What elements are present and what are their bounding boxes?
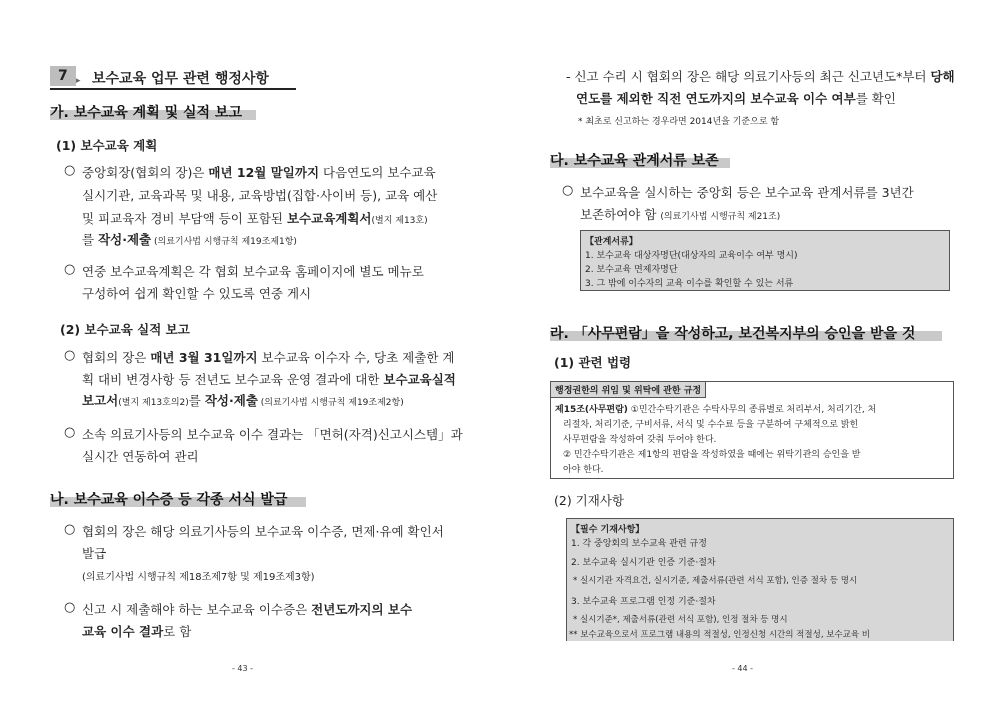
p4-line1: 소속 의료기사등의 보수교육 이수 결과는 「면허(자격)신고시스템」과 xyxy=(82,427,463,442)
bullet-circle-icon: ○ xyxy=(562,183,574,198)
p2-line1: 연중 보수교육계획은 각 협회 보수교육 홈페이지에 별도 메뉴로 xyxy=(82,264,424,279)
p1-line2: 보존하여야 함 (의료기사법 시행규칙 제21조) xyxy=(580,207,781,222)
section-na-heading: 나. 보수교육 이수증 등 각종 서식 발급 xyxy=(50,489,306,507)
section-ga-heading: 가. 보수교육 계획 및 실적 보고 xyxy=(50,102,256,120)
top-line1: - 신고 수리 시 협회의 장은 해당 의료기사등의 최근 신고년도*부터 당해 xyxy=(566,69,955,84)
law-line2: 리절차, 처리기준, 구비서류, 서식 및 수수료 등을 구분하여 구체적으로 밝힌 xyxy=(563,420,859,430)
p5-line2: 발급 xyxy=(82,546,107,561)
p1-line3: 및 피교육자 경비 부담액 등이 포함된 보수교육계획서(별지 제13호) xyxy=(82,211,428,226)
chapter-number: 7 xyxy=(58,68,68,84)
p5-line1: 협회의 장은 해당 의료기사등의 보수교육 이수증, 면제·유예 확인서 xyxy=(82,524,444,539)
p3-line3: 보고서(별지 제13호의2)를 작성·제출 (의료기사법 시행규칙 제19조제2항) xyxy=(82,393,404,408)
required-entries-title: 【필수 기재사항】 xyxy=(571,525,645,535)
required-entry-item: 3. 보수교육 프로그램 인정 기준·절차 xyxy=(571,597,716,607)
p3-line1: 협회의 장은 매년 3월 31일까지 보수교육 이수자 수, 당초 제출한 계 xyxy=(82,350,455,365)
p3-line2: 획 대비 변경사항 등 전년도 보수교육 운영 결과에 대한 보수교육실적 xyxy=(82,372,456,387)
law-line3: 사무편람을 작성하여 갖춰 두어야 한다. xyxy=(563,435,717,445)
chapter-arrow-icon: ▸ xyxy=(76,76,81,86)
bullet-circle-icon: ○ xyxy=(64,522,76,537)
required-entry-note: * 실시기준*, 제출서류(관련 서식 포함), 인정 절차 등 명시 xyxy=(573,615,788,625)
p5-line3: (의료기사법 시행규칙 제18조제7항 및 제19조제3항) xyxy=(82,572,315,583)
page-44 xyxy=(500,0,1000,707)
top-note: * 최초로 신고하는 경우라면 2014년을 기준으로 함 xyxy=(578,117,780,127)
related-documents-title: 【관계서류】 xyxy=(585,237,638,247)
required-entry-note: * 실시기관 자격요건, 실시기준, 제출서류(관련 서식 포함), 인증 절차 등 명시 xyxy=(573,576,858,586)
top-line2: 연도를 제외한 직전 연도까지의 보수교육 이수 여부를 확인 xyxy=(576,91,896,106)
subsection-report: (2) 보수교육 실적 보고 xyxy=(60,322,190,337)
law-box xyxy=(550,381,954,479)
required-entry-item: 2. 보수교육 실시기관 인증 기준·절차 xyxy=(571,558,716,568)
related-document-item: 1. 보수교육 대상자명단(대상자의 교육이수 여부 명시) xyxy=(585,251,798,261)
page-number: - 43 - xyxy=(232,664,254,673)
bullet-circle-icon: ○ xyxy=(64,600,76,615)
subsection-entries: (2) 기재사항 xyxy=(554,493,624,508)
law-line4: ② 민간수탁기관은 제1항의 편람을 작성하였을 때에는 위탁기관의 승인을 받 xyxy=(563,450,861,460)
required-entries-box xyxy=(566,518,954,641)
chapter-underline xyxy=(50,88,296,90)
p1-line1: 보수교육을 실시하는 중앙회 등은 보수교육 관계서류를 3년간 xyxy=(580,185,914,200)
related-documents-box xyxy=(580,230,950,291)
bullet-circle-icon: ○ xyxy=(64,163,76,178)
p4-line2: 실시간 연동하여 관리 xyxy=(82,449,199,464)
p2-line2: 구성하여 쉽게 확인할 수 있도록 연중 게시 xyxy=(82,286,312,301)
bullet-circle-icon: ○ xyxy=(64,348,76,363)
section-ra-heading: 라. 「사무편람」을 작성하고, 보건복지부의 승인을 받을 것 xyxy=(550,323,942,341)
p1-line1: 중앙회장(협회의 장)은 매년 12월 말일까지 다음연도의 보수교육 xyxy=(82,165,436,180)
law-title: 행정권한의 위임 및 위탁에 관한 규정 xyxy=(551,382,706,398)
bullet-circle-icon: ○ xyxy=(64,425,76,440)
section-da-heading: 다. 보수교육 관계서류 보존 xyxy=(550,150,730,168)
subsection-laws: (1) 관련 법령 xyxy=(554,355,632,370)
p1-line2: 실시기관, 교육과목 및 내용, 교육방법(집합·사이버 등), 교육 예산 xyxy=(82,188,438,203)
chapter-title: 보수교육 업무 관련 행정사항 xyxy=(92,71,269,87)
law-line5: 아야 한다. xyxy=(563,465,604,475)
related-document-item: 3. 그 밖에 이수자의 교육 이수를 확인할 수 있는 서류 xyxy=(585,279,794,289)
p6-line2: 교육 이수 결과로 함 xyxy=(82,624,192,639)
related-document-item: 2. 보수교육 면제자명단 xyxy=(585,265,678,275)
p6-line1: 신고 시 제출해야 하는 보수교육 이수증은 전년도까지의 보수 xyxy=(82,602,413,617)
page-number: - 44 - xyxy=(732,664,754,673)
law-line1: 제15조(사무편람) ①민간수탁기관은 수탁사무의 종류별로 처리부서, 처리기간, 처 xyxy=(555,405,877,415)
bullet-circle-icon: ○ xyxy=(64,262,76,277)
subsection-plan: (1) 보수교육 계획 xyxy=(56,138,158,153)
p1-line4: 를 작성·제출 (의료기사법 시행규칙 제19조제1항) xyxy=(82,232,297,247)
required-entry-note: ** 보수교육으로서 프로그램 내용의 적절성, 인정신청 시간의 적절성, 보수교육 비 xyxy=(569,630,870,640)
required-entry-item: 1. 각 중앙회의 보수교육 관련 규정 xyxy=(571,539,707,549)
